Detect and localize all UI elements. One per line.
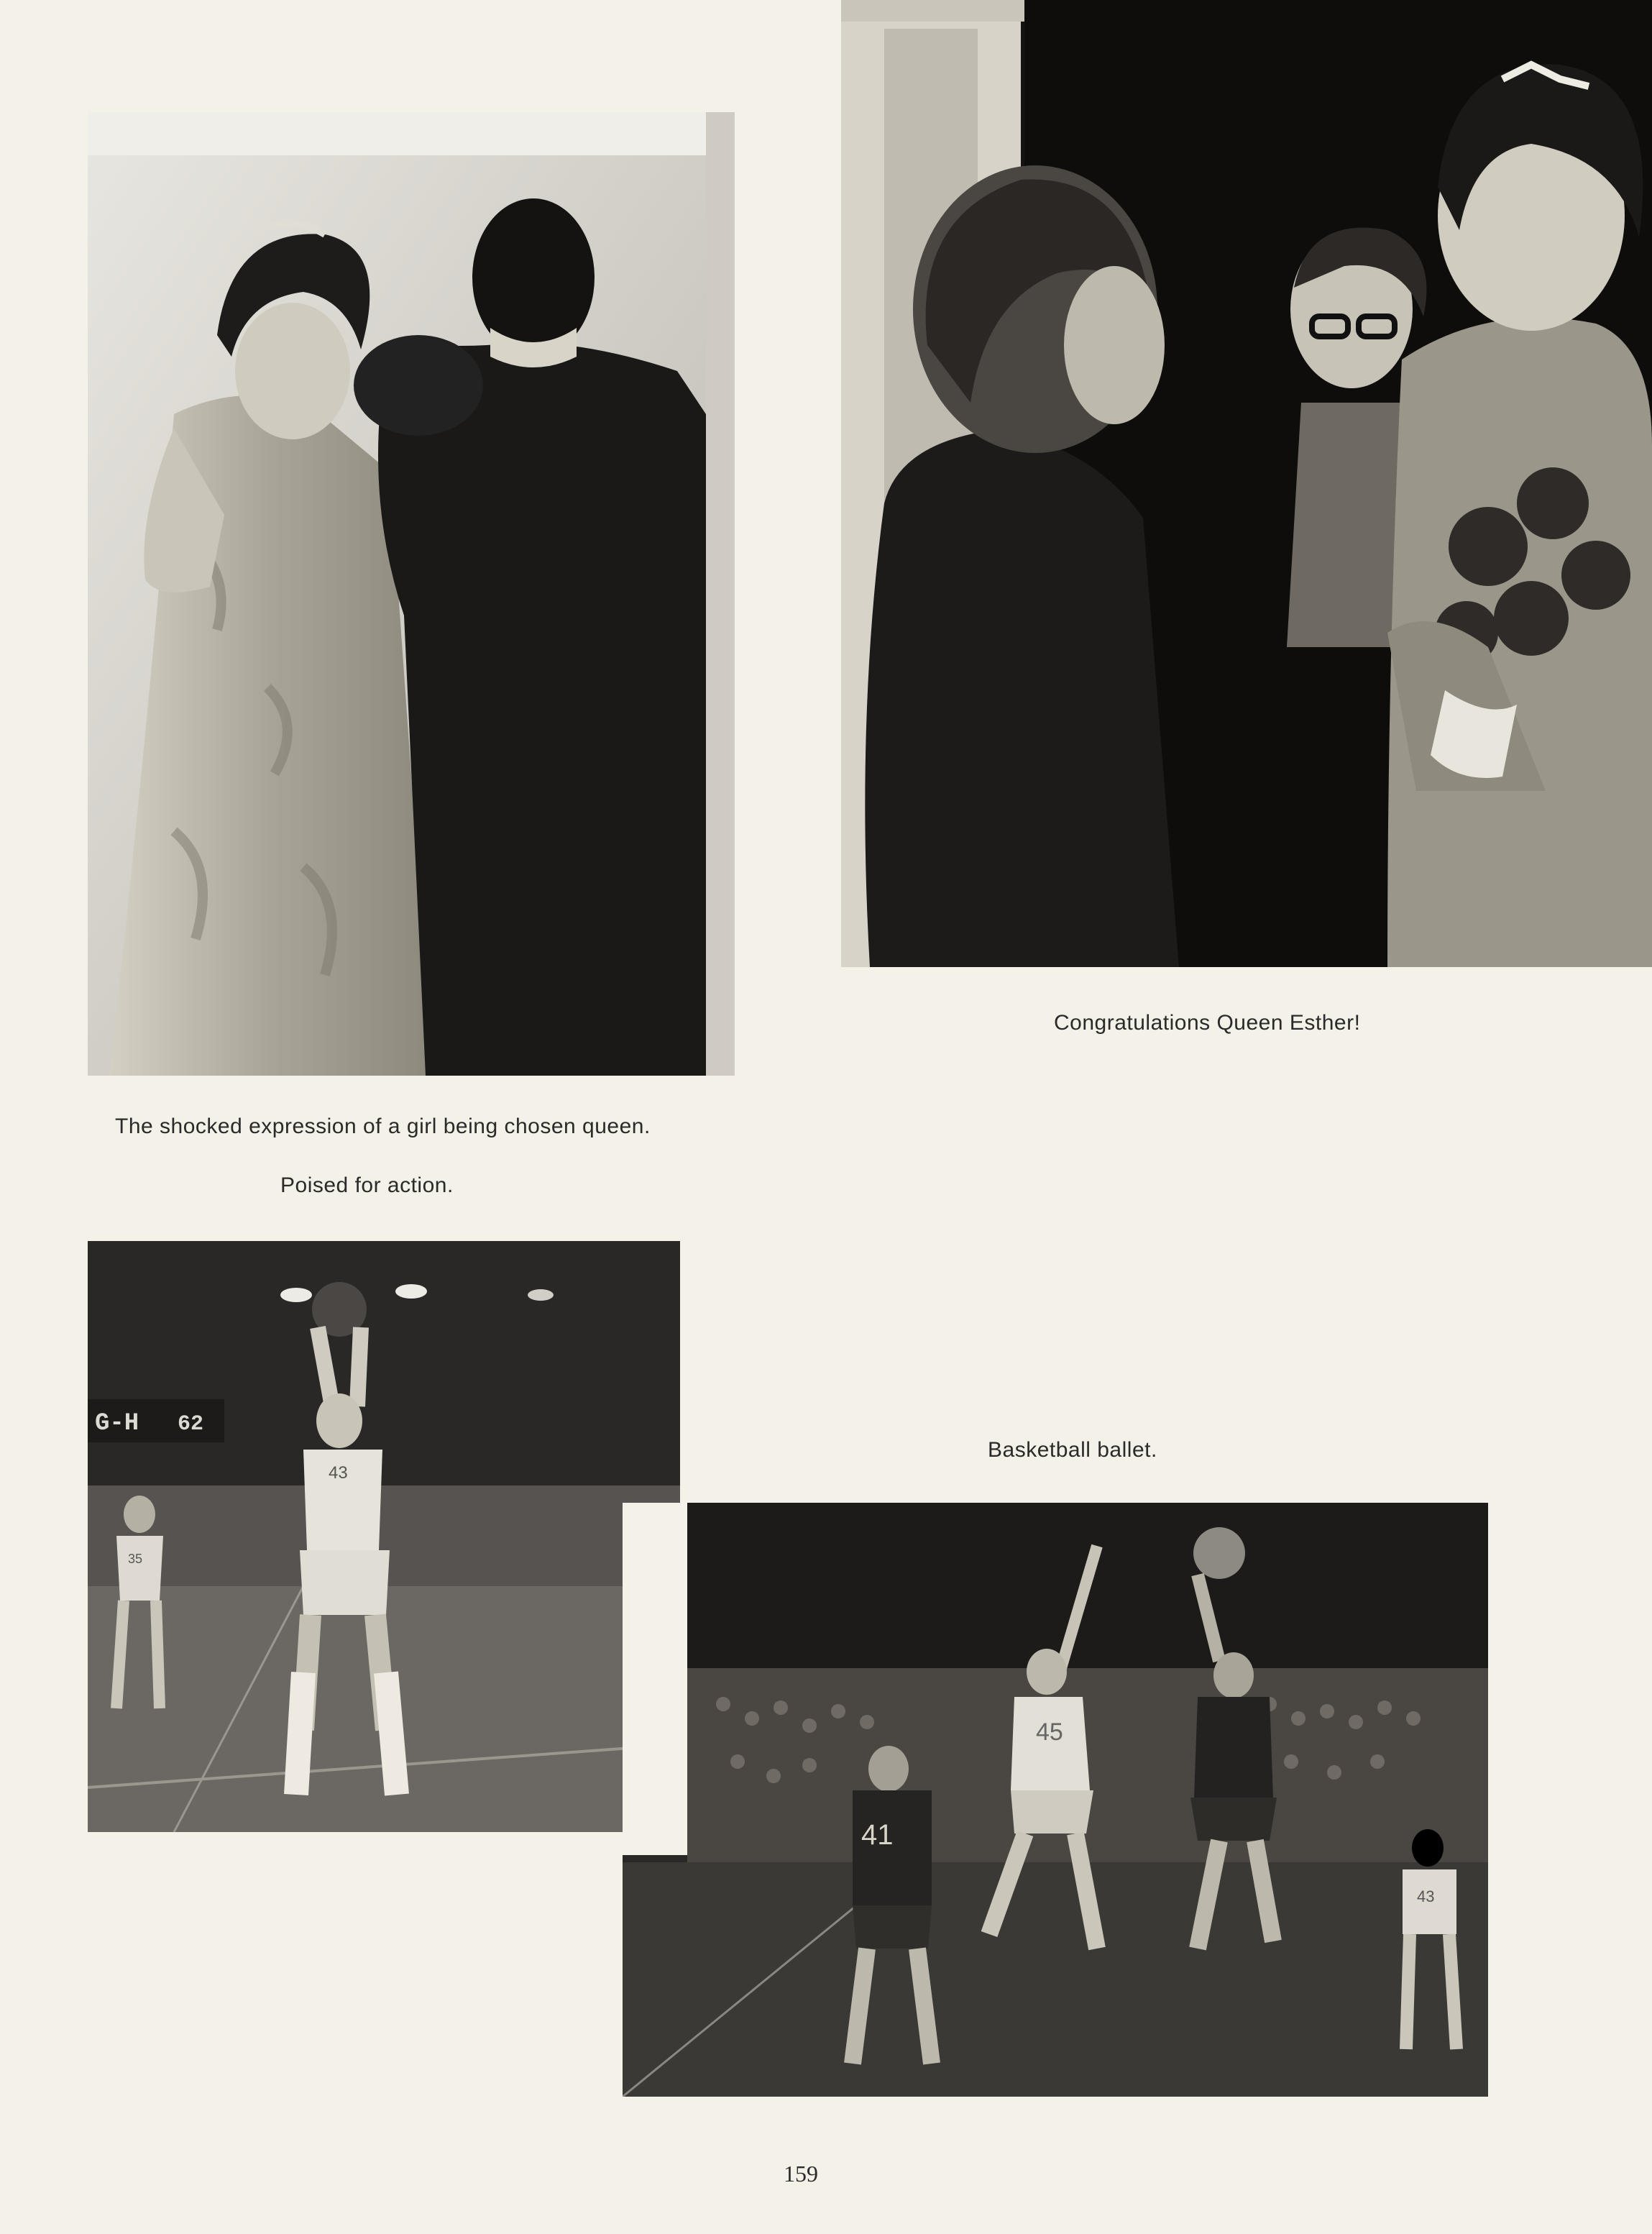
- photo-queen-esther: [841, 0, 1652, 967]
- jersey-43-right: 43: [1417, 1887, 1435, 1905]
- caption-queen-congrats: Congratulations Queen Esther!: [1054, 1011, 1361, 1035]
- jersey-43: 43: [329, 1463, 348, 1483]
- photo-shocked-queen: [88, 112, 735, 1076]
- scoreboard-score: 62: [178, 1412, 204, 1437]
- photo-poised: [88, 1241, 680, 1832]
- jersey-41: 41: [861, 1819, 894, 1851]
- page-number: 159: [784, 2161, 818, 2187]
- jersey-45: 45: [1036, 1718, 1063, 1746]
- photo-ballet: [623, 1503, 1488, 2097]
- caption-poised: Poised for action.: [280, 1173, 454, 1197]
- caption-ballet: Basketball ballet.: [988, 1438, 1157, 1462]
- caption-shocked-queen: The shocked expression of a girl being chosen queen.: [115, 1114, 651, 1138]
- jersey-35: 35: [128, 1552, 143, 1566]
- scoreboard-text: G-H: [95, 1410, 139, 1437]
